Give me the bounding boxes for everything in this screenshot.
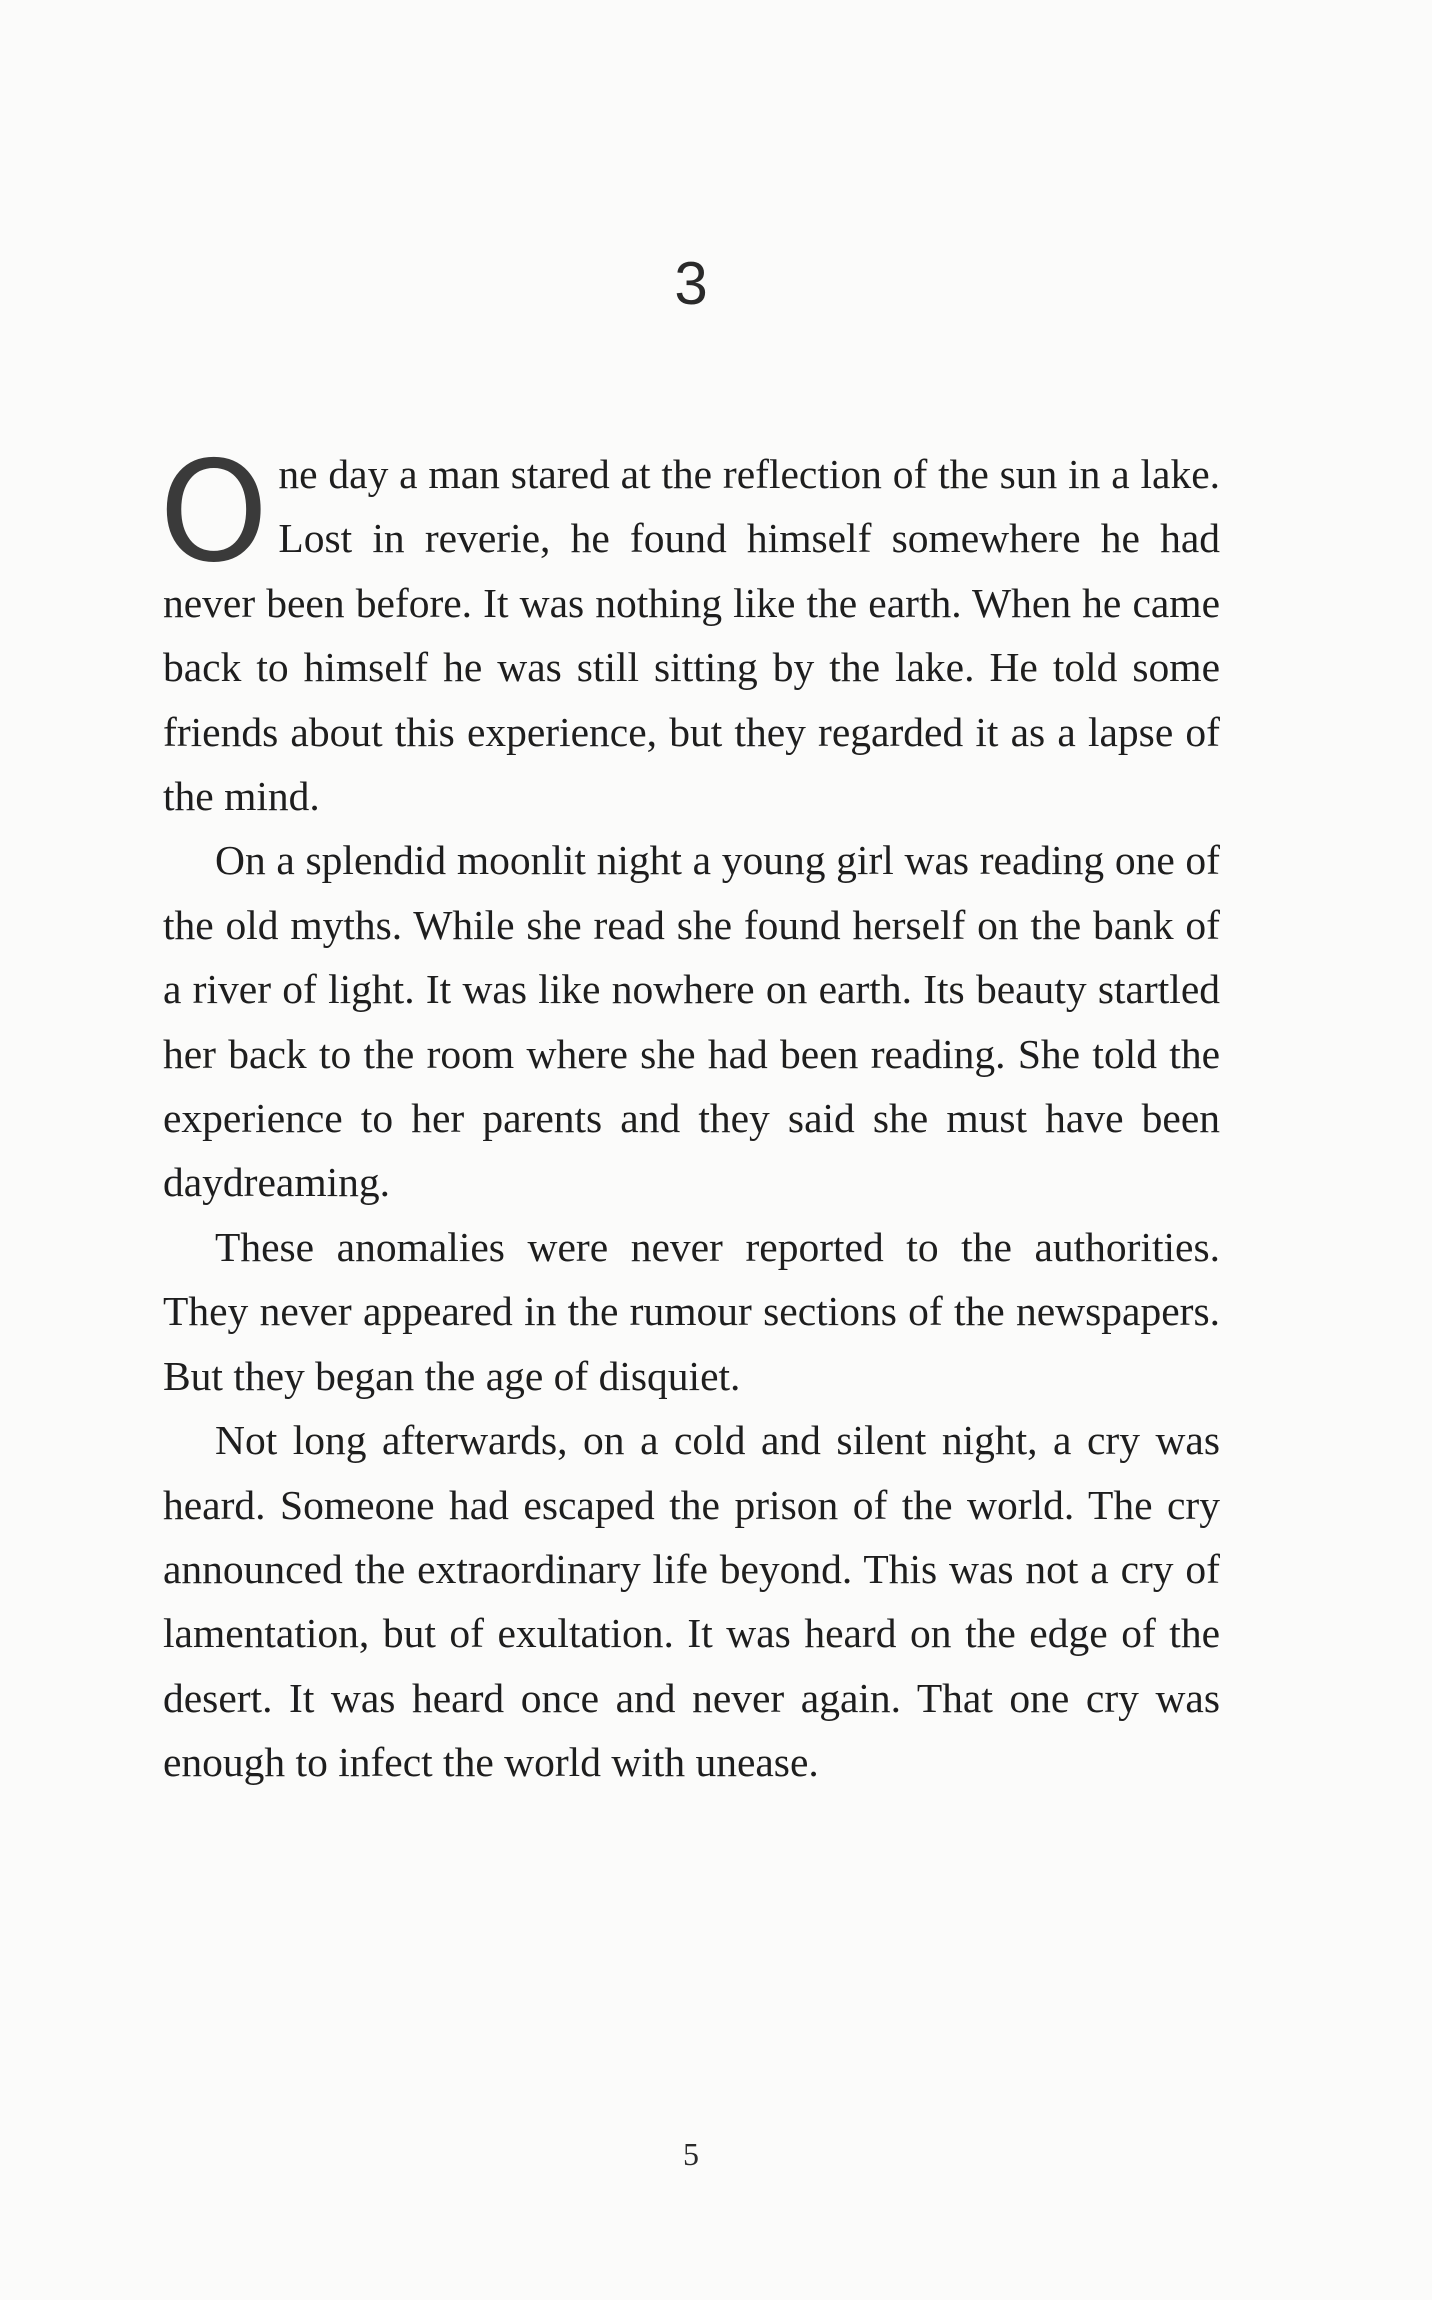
paragraph-1 bbox=[159, 431, 1220, 828]
paragraph-4: Not long afterwards, on a cold and silent night, a cry was heard. Someone had escaped the prison of the world. The cry announced the extraordinary life beyond. This was not a cry of lamentation, but of exultation. It was heard on the edge of the desert. It was heard once and never again. That one cry was enough to infect the world with unease. bbox=[163, 1417, 1220, 1786]
chapter-body bbox=[159, 431, 1220, 1795]
chapter-number: 3 bbox=[674, 250, 708, 317]
paragraph-2: On a splendid moonlit night a young girl was reading one of the old myths. While she read she found herself on the bank of a river of light. It was like nowhere on earth. Its beauty startled her back to the room where she had been reading. She told the experience to her parents and they said she must have been daydreaming. bbox=[163, 837, 1220, 1206]
drop-cap: O bbox=[159, 431, 269, 593]
page-number: 5 bbox=[683, 2136, 699, 2172]
paragraph-1-text: ne day a man stared at the reflection of the sun in a lake. Lost in reverie, he found himself somewhere he had never been before. It was nothing like the earth. When he came back to himself he was still sitting by the lake. He told some friends about this experience, but they regarded it as a lapse of the mind. bbox=[163, 451, 1220, 820]
paragraph-3: These anomalies were never reported to the authorities. They never appeared in the rumour sections of the newspapers. But they began the age of disquiet. bbox=[163, 1223, 1220, 1399]
